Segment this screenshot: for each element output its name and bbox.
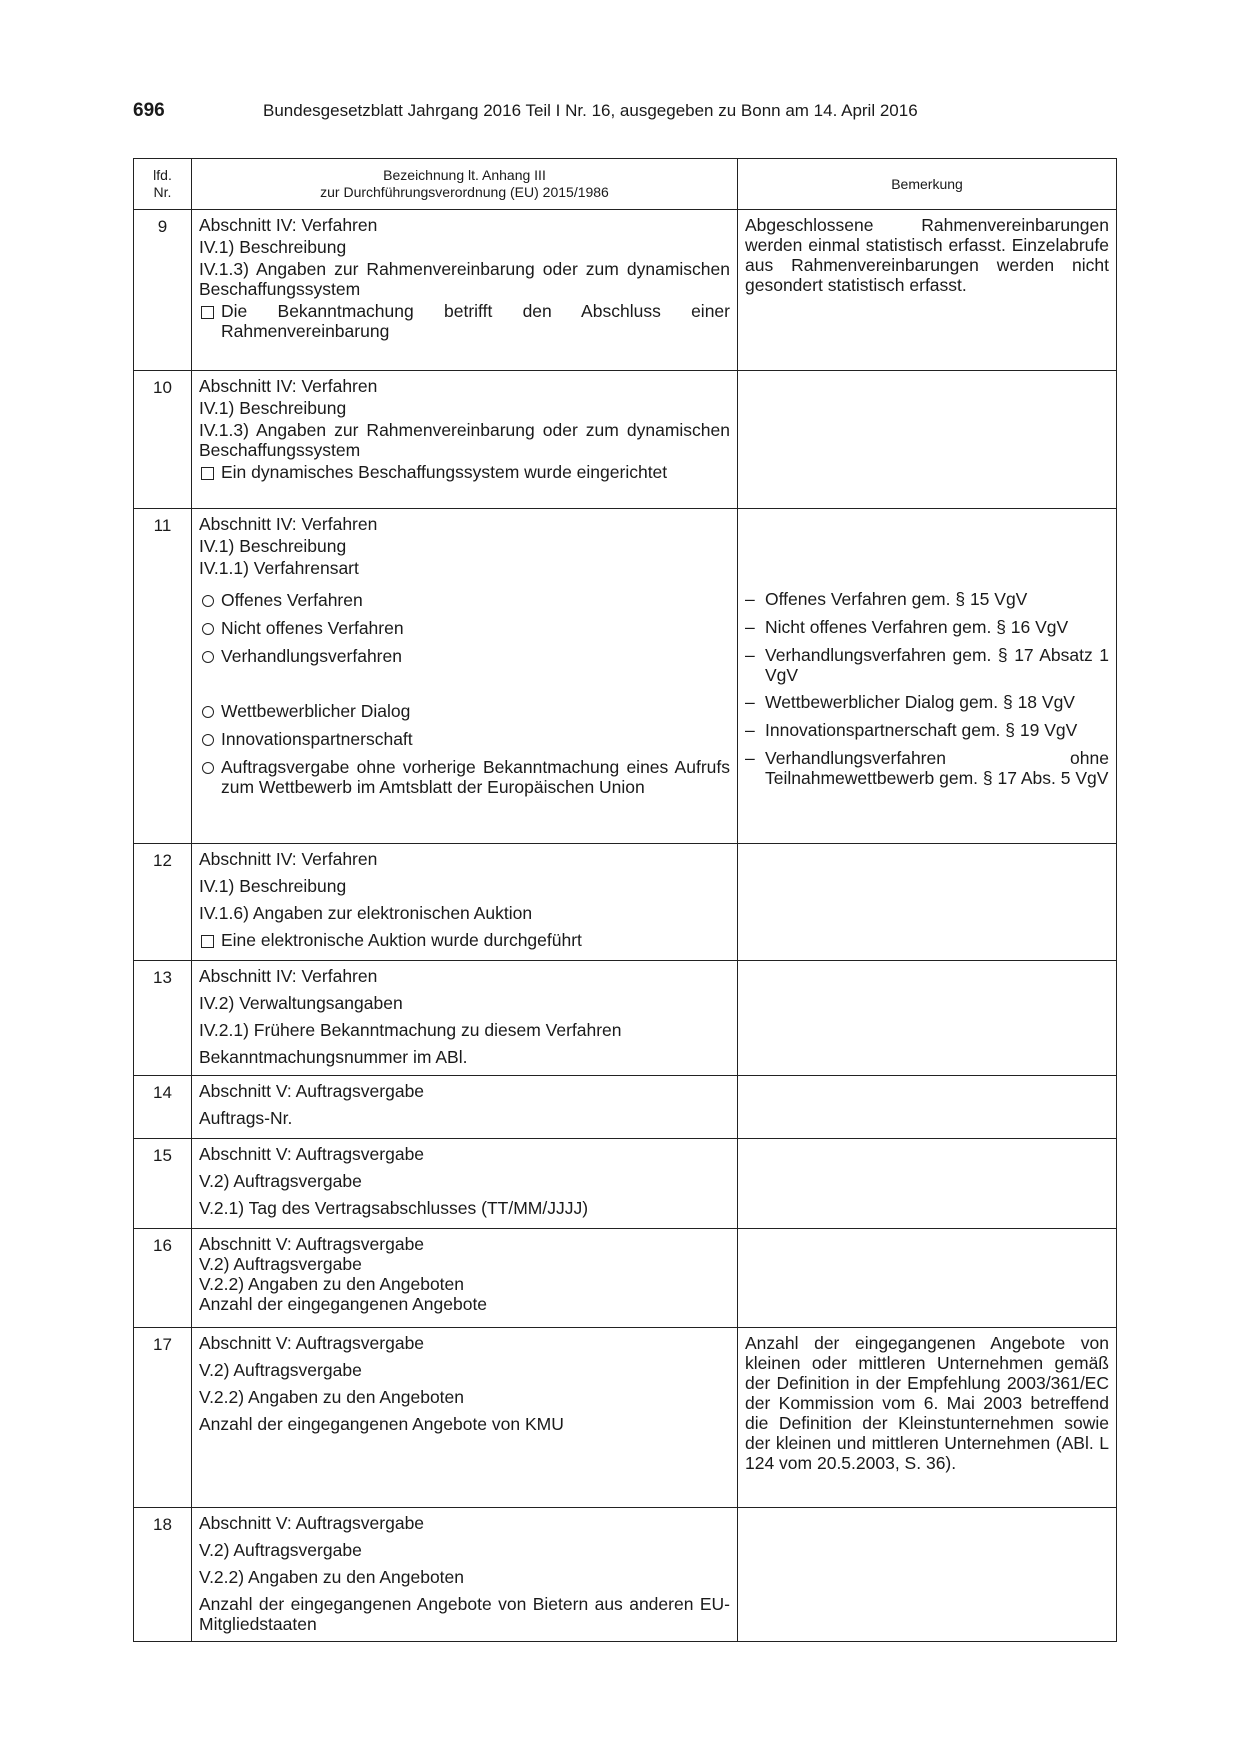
desc-line: Abschnitt V: Auftragsvergabe bbox=[199, 1333, 425, 1353]
remark-item-text: Wettbewerblicher Dialog gem. § 18 VgV bbox=[765, 692, 1075, 712]
column-header-description-line2: zur Durchführungsverordnung (EU) 2015/1986 bbox=[320, 184, 609, 200]
row-remark bbox=[738, 371, 1117, 509]
page-title: Bundesgesetzblatt Jahrgang 2016 Teil I Nr. 16, ausgegeben zu Bonn am 14. April 2016 bbox=[263, 101, 918, 120]
row-description bbox=[192, 844, 738, 961]
row-remark bbox=[738, 844, 1117, 961]
desc-line: V.2) Auftragsvergabe bbox=[199, 1360, 362, 1380]
desc-line: Auftrags-Nr. bbox=[199, 1108, 293, 1128]
desc-line: IV.1) Beschreibung bbox=[199, 237, 347, 257]
row-remark bbox=[738, 961, 1117, 1076]
table-row bbox=[134, 1076, 1117, 1139]
table-row bbox=[134, 844, 1117, 961]
desc-line: Abschnitt IV: Verfahren bbox=[199, 514, 378, 534]
desc-line: Anzahl der eingegangenen Angebote von KMU bbox=[199, 1414, 564, 1434]
checkbox-label: Eine elektronische Auktion wurde durchgeführt bbox=[221, 930, 582, 950]
desc-line: V.2.2) Angaben zu den Angeboten bbox=[199, 1567, 465, 1587]
row-number: 12 bbox=[134, 844, 192, 961]
row-remark bbox=[738, 1076, 1117, 1139]
table-row bbox=[134, 210, 1117, 371]
desc-line: IV.2) Verwaltungsangaben bbox=[199, 993, 403, 1013]
row-remark bbox=[738, 1229, 1117, 1328]
row-remark bbox=[738, 1508, 1117, 1642]
checkbox-icon bbox=[201, 935, 214, 948]
desc-line: V.2.1) Tag des Vertragsabschlusses (TT/MM/JJJJ) bbox=[199, 1198, 589, 1218]
radio-option bbox=[199, 757, 730, 797]
radio-option bbox=[199, 646, 730, 666]
radio-icon bbox=[202, 762, 214, 774]
page-header bbox=[133, 100, 1117, 126]
checkbox-item bbox=[199, 301, 730, 341]
radio-option bbox=[199, 618, 730, 638]
column-header-remark: Bemerkung bbox=[738, 159, 1117, 210]
checkbox-icon bbox=[201, 306, 214, 319]
row-description bbox=[192, 1508, 738, 1642]
row-number: 10 bbox=[134, 371, 192, 509]
checkbox-label: Die Bekanntmachung betrifft den Abschluss einer Rahmenvereinbarung bbox=[221, 301, 730, 341]
page-number: 696 bbox=[133, 100, 165, 121]
table-row bbox=[134, 1229, 1117, 1328]
table-row bbox=[134, 371, 1117, 509]
remark-item-text: Verhandlungsverfahren ohne Teilnahmewettbewerb gem. § 17 Abs. 5 VgV bbox=[765, 748, 1109, 788]
desc-line: Abschnitt IV: Verfahren bbox=[199, 966, 378, 986]
radio-icon bbox=[202, 734, 214, 746]
table-row bbox=[134, 1139, 1117, 1229]
remark-item-text: Nicht offenes Verfahren gem. § 16 VgV bbox=[765, 617, 1069, 637]
row-description bbox=[192, 371, 738, 509]
desc-line: Abschnitt V: Auftragsvergabe bbox=[199, 1144, 425, 1164]
desc-line: V.2.2) Angaben zu den Angeboten bbox=[199, 1387, 465, 1407]
row-number: 9 bbox=[134, 210, 192, 371]
radio-icon bbox=[202, 706, 214, 718]
row-number: 13 bbox=[134, 961, 192, 1076]
statistics-table bbox=[133, 158, 1117, 1642]
row-description bbox=[192, 509, 738, 844]
radio-label: Verhandlungsverfahren bbox=[221, 646, 402, 666]
remark-item-text: Verhandlungsverfahren gem. § 17 Absatz 1 VgV bbox=[765, 645, 1109, 685]
table-header-row bbox=[134, 159, 1117, 210]
radio-option bbox=[199, 590, 730, 610]
desc-line: Abschnitt V: Auftragsvergabe bbox=[199, 1513, 425, 1533]
row-description bbox=[192, 961, 738, 1076]
desc-line: IV.1.1) Verfahrensart bbox=[199, 558, 359, 578]
remark-item: – Offenes Verfahren gem. § 15 VgV bbox=[745, 589, 1028, 609]
row-number: 15 bbox=[134, 1139, 192, 1229]
desc-line: V.2) Auftragsvergabe bbox=[199, 1171, 362, 1191]
radio-label: Auftragsvergabe ohne vorherige Bekanntmachung eines Aufrufs zum Wettbewerb im Amtsblatt der Europäischen Union bbox=[221, 757, 730, 797]
row-remark bbox=[738, 1139, 1117, 1229]
desc-line: Abschnitt IV: Verfahren bbox=[199, 849, 378, 869]
desc-line: IV.1.3) Angaben zur Rahmenvereinbarung oder zum dynamischen Beschaffungssystem bbox=[199, 420, 730, 460]
checkbox-item bbox=[199, 462, 730, 482]
remark-item: – Verhandlungsverfahren ohne Teilnahmewettbewerb gem. § 17 Abs. 5 VgV bbox=[745, 748, 1109, 788]
desc-line: V.2) Auftragsvergabe bbox=[199, 1540, 362, 1560]
remark-item-text: Innovationspartnerschaft gem. § 19 VgV bbox=[765, 720, 1078, 740]
row-description bbox=[192, 1229, 738, 1328]
radio-label: Wettbewerblicher Dialog bbox=[221, 701, 411, 721]
desc-line: Anzahl der eingegangenen Angebote bbox=[199, 1294, 488, 1314]
column-header-description bbox=[192, 159, 738, 210]
desc-line: IV.1.3) Angaben zur Rahmenvereinbarung oder zum dynamischen Beschaffungssystem bbox=[199, 259, 730, 299]
column-header-nr-line1: lfd. bbox=[153, 167, 172, 183]
row-remark bbox=[738, 1328, 1117, 1508]
radio-icon bbox=[202, 651, 214, 663]
radio-icon bbox=[202, 623, 214, 635]
row-number: 16 bbox=[134, 1229, 192, 1328]
row-number: 14 bbox=[134, 1076, 192, 1139]
desc-line: Abschnitt IV: Verfahren bbox=[199, 376, 378, 396]
column-header-nr bbox=[134, 159, 192, 210]
radio-option bbox=[199, 701, 730, 721]
desc-line: Abschnitt V: Auftragsvergabe bbox=[199, 1081, 425, 1101]
row-number: 17 bbox=[134, 1328, 192, 1508]
desc-line: IV.2.1) Frühere Bekanntmachung zu diesem Verfahren bbox=[199, 1020, 622, 1040]
table-row bbox=[134, 1328, 1117, 1508]
desc-line: Abschnitt V: Auftragsvergabe bbox=[199, 1234, 425, 1254]
desc-line: IV.1) Beschreibung bbox=[199, 398, 347, 418]
checkbox-item bbox=[199, 930, 730, 950]
row-description bbox=[192, 1139, 738, 1229]
radio-label: Offenes Verfahren bbox=[221, 590, 363, 610]
table-row bbox=[134, 509, 1117, 844]
radio-label: Nicht offenes Verfahren bbox=[221, 618, 404, 638]
radio-icon bbox=[202, 595, 214, 607]
radio-option bbox=[199, 729, 730, 749]
remark-item: – Wettbewerblicher Dialog gem. § 18 VgV bbox=[745, 692, 1075, 712]
radio-label: Innovationspartnerschaft bbox=[221, 729, 413, 749]
column-header-description-line1: Bezeichnung lt. Anhang III bbox=[383, 167, 546, 183]
desc-line: Bekanntmachungsnummer im ABl. bbox=[199, 1047, 468, 1067]
desc-line: IV.1) Beschreibung bbox=[199, 536, 347, 556]
row-description bbox=[192, 1076, 738, 1139]
remark-text: Abgeschlossene Rahmenvereinbarungen werden einmal statistisch erfasst. Einzelabrufe aus Rahmenvereinbarungen werden nicht gesondert statistisch erfasst. bbox=[745, 215, 1109, 295]
checkbox-icon bbox=[201, 467, 214, 480]
table-row bbox=[134, 961, 1117, 1076]
row-number: 11 bbox=[134, 509, 192, 844]
desc-line: V.2.2) Angaben zu den Angeboten bbox=[199, 1274, 465, 1294]
row-description bbox=[192, 210, 738, 371]
row-number: 18 bbox=[134, 1508, 192, 1642]
remark-item: – Verhandlungsverfahren gem. § 17 Absatz 1 VgV bbox=[745, 645, 1109, 685]
remark-item: – Innovationspartnerschaft gem. § 19 VgV bbox=[745, 720, 1078, 740]
desc-line: Anzahl der eingegangenen Angebote von Bietern aus anderen EU-Mitgliedstaaten bbox=[199, 1594, 730, 1634]
remark-item: – Nicht offenes Verfahren gem. § 16 VgV bbox=[745, 617, 1069, 637]
column-header-nr-line2: Nr. bbox=[153, 184, 172, 200]
row-remark bbox=[738, 210, 1117, 371]
remark-text: Anzahl der eingegangenen Angebote von kleinen oder mittleren Unternehmen gemäß der Definition in der Empfehlung 2003/361/EC der Kommission vom 6. Mai 2003 betreffend die Definition der Kleinstunternehmen sowie der kleinen und mittleren Unternehmen (ABl. L 124 vom 20.5.2003, S. 36). bbox=[745, 1333, 1109, 1473]
desc-line: IV.1) Beschreibung bbox=[199, 876, 347, 896]
desc-line: IV.1.6) Angaben zur elektronischen Auktion bbox=[199, 903, 533, 923]
row-remark bbox=[738, 509, 1117, 844]
desc-line: Abschnitt IV: Verfahren bbox=[199, 215, 378, 235]
remark-item-text: Offenes Verfahren gem. § 15 VgV bbox=[765, 589, 1028, 609]
table-row bbox=[134, 1508, 1117, 1642]
checkbox-label: Ein dynamisches Beschaffungssystem wurde eingerichtet bbox=[221, 462, 668, 482]
desc-line: V.2) Auftragsvergabe bbox=[199, 1254, 362, 1274]
row-description bbox=[192, 1328, 738, 1508]
